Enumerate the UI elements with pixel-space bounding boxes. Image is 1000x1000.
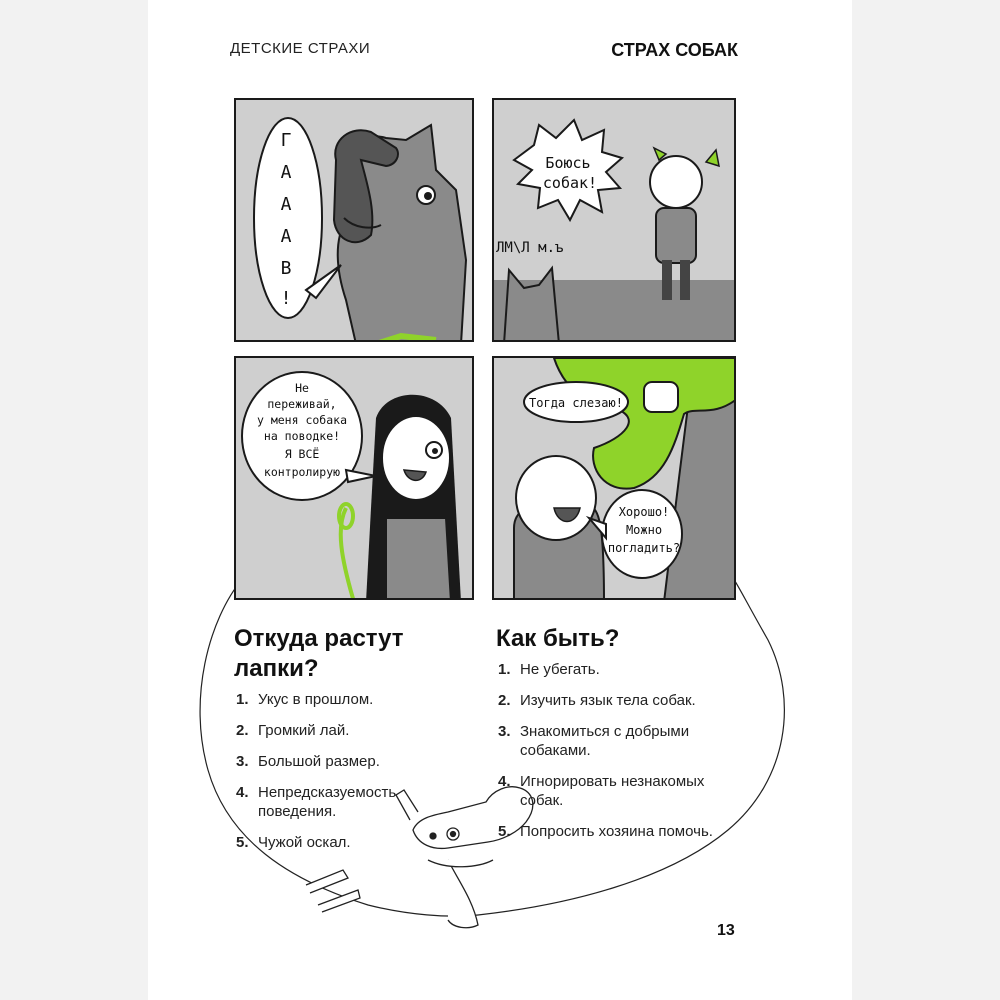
speech-line: погладить? [607,541,681,555]
list-item: 1. Не убегать. [498,661,600,678]
speech-letter: В [280,258,292,279]
list-item: 5. Попросить хозяина помочь. [498,823,713,840]
comic-panel-3 [234,356,474,600]
speech-line: у меня собака [256,413,348,427]
book-page [148,0,852,1000]
causes-heading: Откуда растут лапки? [234,625,404,682]
comic-panel-4 [492,356,736,600]
speech-line: собак! [542,174,598,192]
speech-line: Тогда слезаю! [529,396,623,410]
comic-panel-1 [234,98,474,342]
causes-list [236,690,436,864]
speech-line: Можно [625,523,663,537]
comic-panel-2 [492,98,736,342]
page-number: 13 [717,922,735,939]
list-item: 3. Большой размер. [236,753,380,770]
list-item: 4. Непредсказуемость поведения. [236,784,397,820]
speech-line: Не [295,381,309,395]
solutions-list [498,660,738,853]
list-item: 5. Чужой оскал. [236,834,351,851]
speech-letter: А [280,226,292,247]
chapter-title: СТРАХ СОБАК [611,40,738,60]
list-item: 1. Укус в прошлом. [236,691,374,708]
list-item: 3. Знакомиться с добрыми собаками. [498,723,690,759]
growl-sound: ЛМ\Л м.ъ [496,240,564,256]
section-title: ДЕТСКИЕ СТРАХИ [230,40,371,57]
list-item: 4. Игнорировать незнакомых собак. [498,773,705,809]
speech-line: Хорошо! [618,505,670,519]
speech-letter: А [280,162,292,183]
speech-letter: Г [280,130,292,151]
speech-letter: А [280,194,292,215]
speech-line: контролирую [263,465,341,479]
list-item: 2. Изучить язык тела собак. [498,692,696,709]
speech-line: Я ВСЁ [284,447,320,461]
speech-line: на поводке! [263,429,341,443]
speech-line: переживай, [267,397,337,411]
list-item: 2. Громкий лай. [236,722,350,739]
solutions-heading: Как быть? [496,625,620,652]
speech-letter: ! [280,288,292,309]
speech-line: Боюсь [545,154,591,172]
